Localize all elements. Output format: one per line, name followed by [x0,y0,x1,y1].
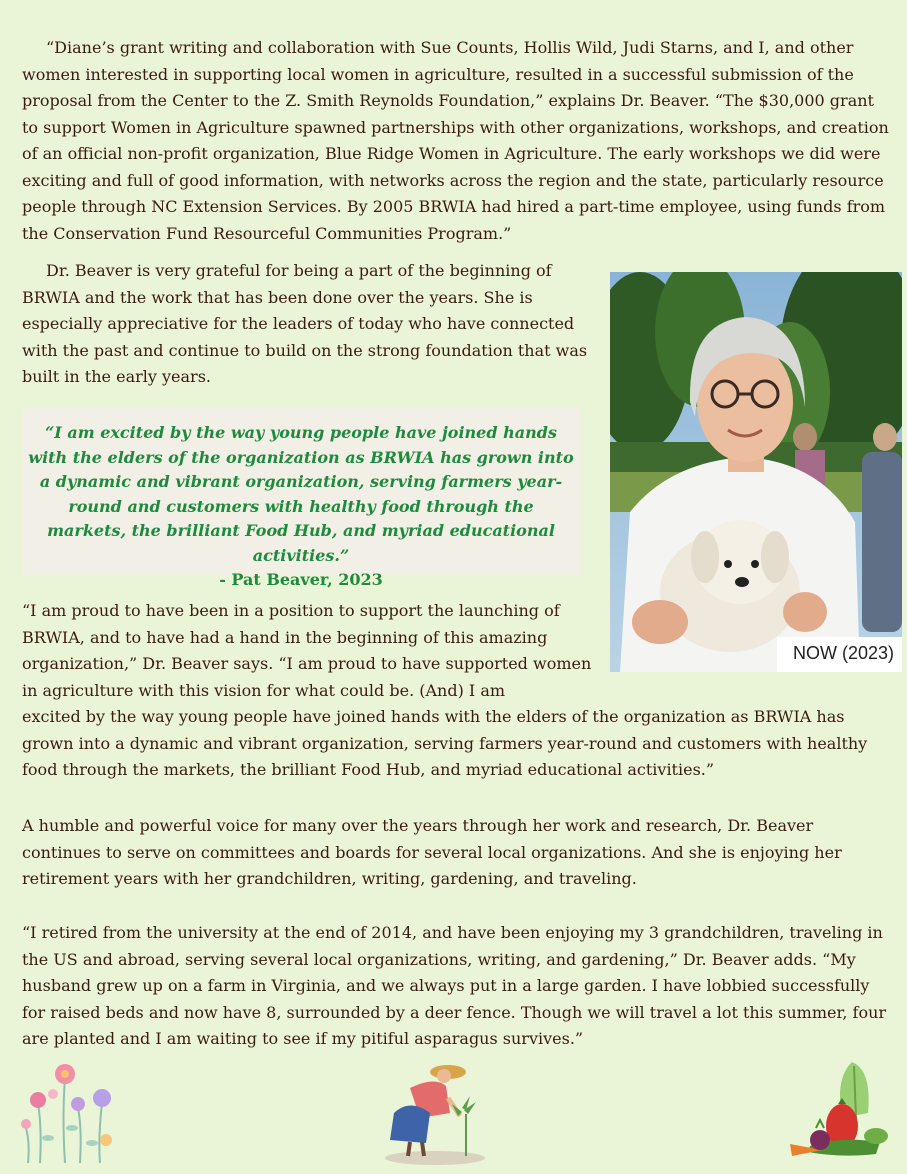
vegetables-illustration-icon [780,1058,895,1166]
pull-quote-box [22,407,580,589]
paragraph-humble-voice: A humble and powerful voice for many over the years through her work and research, Dr. Beaver continues to serve on committees and boards for several local organizations. And she is enjoying her retirement years with her grandchildren, writing, gardening, and traveling. [22,816,842,888]
photo-caption: NOW (2023) [777,637,902,672]
paragraph-grant: “Diane’s grant writing and collaboration with Sue Counts, Hollis Wild, Judi Starns, and I, and other women interested in supporting local women in agriculture, resulted in a successful submission of the proposal from the Center to the Z. Smith Reynolds Foundation,” explains Dr. Beaver. “The $30,000 grant to support Women in Agriculture spawned partnerships with other organizations, workshops, and creation of an official non-profit organization, Blue Ridge Women in Agriculture. The early workshops we did were exciting and full of good information, with networks across the region and the state, particularly resource people through NC Extension Services. By 2005 BRWIA had hired a part-time employee, using funds from the Conservation Fund Resourceful Communities Program.” [22,38,889,243]
paragraph-grateful: Dr. Beaver is very grateful for being a part of the beginning of BRWIA and the work that has been done over the years. She is especially appreciative for the leaders of today who have connected with the past and continue to build on the strong foundation that was built in the early years. [22,261,588,386]
gardener-illustration-icon [380,1058,490,1168]
pull-quote-text: “I am excited by the way young people have joined hands with the elders of the organization as BRWIA has grown into a dynamic and vibrant organization, serving farmers year-round and customers with healthy food through the markets, the brilliant Food Hub, and myriad educational activities.” [28,423,574,565]
paragraph-retired: “I retired from the university at the end of 2014, and have been enjoying my 3 grandchildren, traveling in the US and abroad, serving several local organizations, writing, and gardening,” Dr. Beaver adds. “My husband grew up on a farm in Virginia, and we always put in a large garden. I have lobbied successfully for raised beds and now have 8, surrounded by a deer fence. Though we will travel a lot this summer, four are planted and I am waiting to see if my pitiful asparagus survives.” [22,923,887,1048]
paragraph-proud-start: “I am proud to have been in a position to support the launching of BRWIA, and to have had a hand in the beginning of this amazing organization,” Dr. Beaver says. “I am proud to have supported women in agriculture with this vision for what could be. (And) I am [22,601,592,700]
pull-quote-attribution: - Pat Beaver, 2023 [219,570,383,589]
flowers-illustration-icon [20,1058,120,1163]
paragraph-proud-end: excited by the way young people have joined hands with the elders of the organization as BRWIA has grown into a dynamic and vibrant organization, serving farmers year-round and customers with healthy food through the markets, the brilliant Food Hub, and myriad educational activities.” [22,707,868,779]
paragraph-proud [22,598,892,784]
